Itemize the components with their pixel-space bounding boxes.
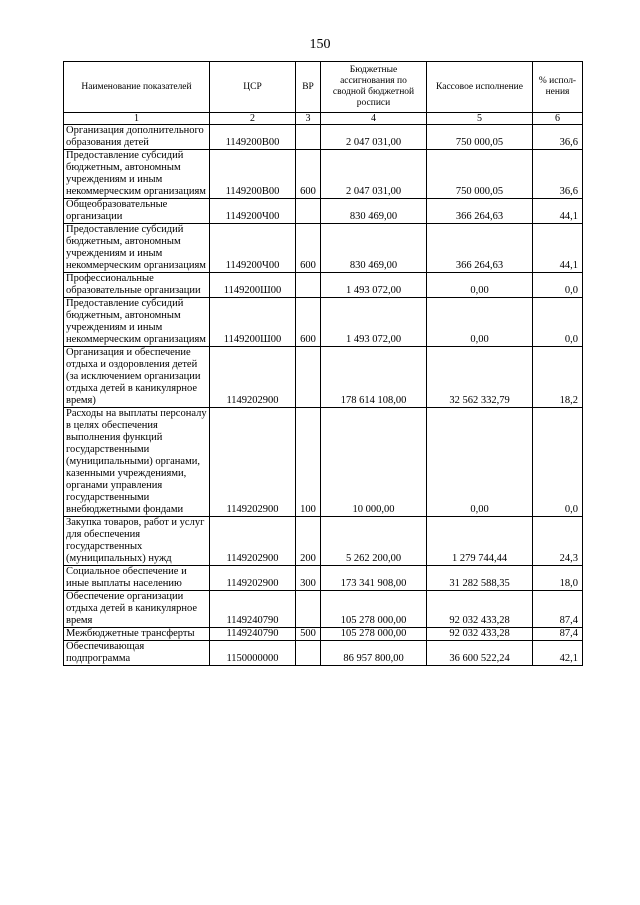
column-number-row	[64, 113, 583, 125]
cell-execution: 36 600 522,24	[427, 641, 533, 666]
table-row	[64, 641, 583, 666]
cell-vr: 600	[296, 298, 321, 347]
cell-vr: 600	[296, 224, 321, 273]
cell-csr: 1149202900	[210, 566, 296, 591]
cell-csr: 1149202900	[210, 408, 296, 517]
table-row	[64, 517, 583, 566]
column-number: 6	[533, 113, 583, 125]
cell-execution: 1 279 744,44	[427, 517, 533, 566]
table-row	[64, 125, 583, 150]
table-row	[64, 566, 583, 591]
cell-vr	[296, 641, 321, 666]
cell-vr	[296, 273, 321, 298]
budget-execution-table	[63, 61, 583, 666]
cell-vr: 100	[296, 408, 321, 517]
cell-execution: 366 264,63	[427, 199, 533, 224]
page-number: 150	[309, 37, 331, 52]
cell-budget: 2 047 031,00	[321, 150, 427, 199]
cell-percent: 44,1	[533, 224, 583, 273]
cell-name: Профессиональные образовательные организации	[64, 273, 210, 298]
cell-execution: 31 282 588,35	[427, 566, 533, 591]
cell-execution: 32 562 332,79	[427, 347, 533, 408]
column-header-percent: % испол-нения	[533, 62, 583, 113]
cell-name: Предоставление субсидий бюджетным, автономным учреждениям и иным некоммерческим организациям	[64, 224, 210, 273]
cell-percent: 0,0	[533, 408, 583, 517]
table-row	[64, 591, 583, 628]
cell-name: Социальное обеспечение и иные выплаты населению	[64, 566, 210, 591]
table-row	[64, 628, 583, 641]
cell-name: Предоставление субсидий бюджетным, автономным учреждениям и иным некоммерческим организациям	[64, 298, 210, 347]
cell-name: Организация и обеспечение отдыха и оздоровления детей (за исключением организации отдыха детей в каникулярное время)	[64, 347, 210, 408]
table-row	[64, 408, 583, 517]
cell-vr	[296, 347, 321, 408]
cell-csr: 1149240790	[210, 628, 296, 641]
column-number: 4	[321, 113, 427, 125]
cell-csr: 1149200Ч00	[210, 199, 296, 224]
cell-percent: 36,6	[533, 125, 583, 150]
cell-name: Организация дополнительного образования детей	[64, 125, 210, 150]
cell-name: Расходы на выплаты персоналу в целях обеспечения выполнения функций государственными (муниципальными) органами, казенными учреждениями, органами управления государственными внебюджетными фондами	[64, 408, 210, 517]
table-row	[64, 347, 583, 408]
cell-name: Предоставление субсидий бюджетным, автономным учреждениям и иным некоммерческим организациям	[64, 150, 210, 199]
cell-csr: 1149200Ч00	[210, 224, 296, 273]
cell-execution: 92 032 433,28	[427, 628, 533, 641]
cell-vr	[296, 125, 321, 150]
cell-budget: 2 047 031,00	[321, 125, 427, 150]
table-row	[64, 199, 583, 224]
cell-percent: 42,1	[533, 641, 583, 666]
cell-csr: 1149200Ш00	[210, 273, 296, 298]
cell-execution: 366 264,63	[427, 224, 533, 273]
cell-budget: 86 957 800,00	[321, 641, 427, 666]
table-header-row	[64, 62, 583, 113]
cell-percent: 24,3	[533, 517, 583, 566]
cell-percent: 0,0	[533, 273, 583, 298]
cell-budget: 830 469,00	[321, 199, 427, 224]
column-header-vr: ВР	[296, 62, 321, 113]
table-row	[64, 224, 583, 273]
cell-budget: 1 493 072,00	[321, 298, 427, 347]
cell-execution: 750 000,05	[427, 150, 533, 199]
cell-csr: 1149240790	[210, 591, 296, 628]
cell-execution: 750 000,05	[427, 125, 533, 150]
cell-percent: 0,0	[533, 298, 583, 347]
column-header-execution: Кассовое исполнение	[427, 62, 533, 113]
cell-percent: 44,1	[533, 199, 583, 224]
cell-execution: 92 032 433,28	[427, 591, 533, 628]
cell-budget: 105 278 000,00	[321, 628, 427, 641]
cell-budget: 178 614 108,00	[321, 347, 427, 408]
cell-percent: 18,0	[533, 566, 583, 591]
column-header-name: Наименование показателей	[64, 62, 210, 113]
cell-budget: 5 262 200,00	[321, 517, 427, 566]
cell-vr: 300	[296, 566, 321, 591]
cell-vr	[296, 591, 321, 628]
column-number: 1	[64, 113, 210, 125]
column-header-csr: ЦСР	[210, 62, 296, 113]
cell-budget: 173 341 908,00	[321, 566, 427, 591]
column-number: 2	[210, 113, 296, 125]
cell-vr: 500	[296, 628, 321, 641]
cell-csr: 1149202900	[210, 347, 296, 408]
cell-execution: 0,00	[427, 298, 533, 347]
cell-name: Общеобразовательные организации	[64, 199, 210, 224]
table-row	[64, 273, 583, 298]
cell-csr: 1149200В00	[210, 125, 296, 150]
cell-name: Закупка товаров, работ и услуг для обеспечения государственных (муниципальных) нужд	[64, 517, 210, 566]
table-body	[64, 125, 583, 666]
cell-budget: 105 278 000,00	[321, 591, 427, 628]
cell-budget: 1 493 072,00	[321, 273, 427, 298]
column-number: 5	[427, 113, 533, 125]
table-row	[64, 298, 583, 347]
cell-csr: 1149202900	[210, 517, 296, 566]
cell-budget: 830 469,00	[321, 224, 427, 273]
cell-csr: 1149200Ш00	[210, 298, 296, 347]
cell-execution: 0,00	[427, 408, 533, 517]
cell-csr: 1149200В00	[210, 150, 296, 199]
cell-vr: 200	[296, 517, 321, 566]
cell-budget: 10 000,00	[321, 408, 427, 517]
cell-name: Обеспечение организации отдыха детей в каникулярное время	[64, 591, 210, 628]
column-number: 3	[296, 113, 321, 125]
cell-execution: 0,00	[427, 273, 533, 298]
cell-name: Обеспечивающая подпрограмма	[64, 641, 210, 666]
cell-name: Межбюджетные трансферты	[64, 628, 210, 641]
cell-percent: 18,2	[533, 347, 583, 408]
cell-percent: 87,4	[533, 628, 583, 641]
cell-percent: 87,4	[533, 591, 583, 628]
cell-csr: 1150000000	[210, 641, 296, 666]
column-header-budget: Бюджетные ассигнования по сводной бюджетной росписи	[321, 62, 427, 113]
cell-percent: 36,6	[533, 150, 583, 199]
cell-vr	[296, 199, 321, 224]
table-row	[64, 150, 583, 199]
cell-vr: 600	[296, 150, 321, 199]
